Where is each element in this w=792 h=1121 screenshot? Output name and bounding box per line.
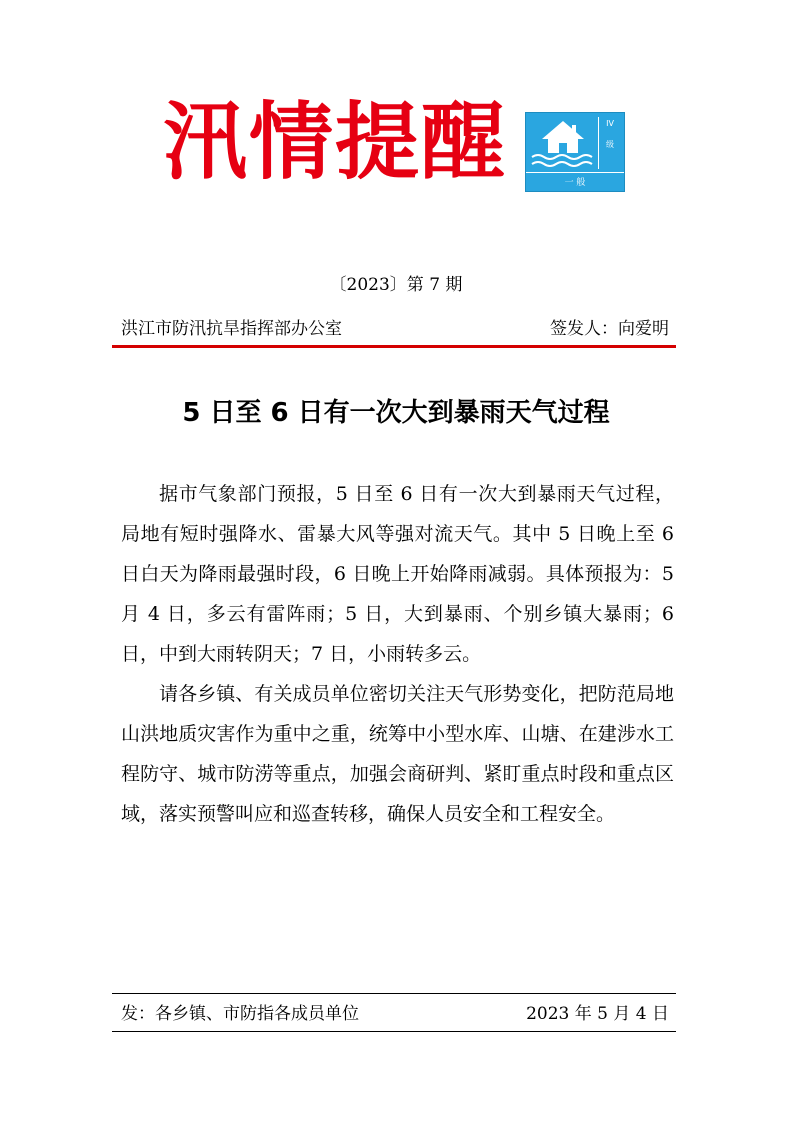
red-divider — [112, 345, 676, 348]
issuing-office: 洪江市防汛抗旱指挥部办公室 — [121, 319, 342, 339]
house-flood-icon — [530, 117, 596, 169]
grade-label: 一 般 — [526, 172, 624, 188]
footer-bottom-rule — [112, 1031, 676, 1032]
footer-top-rule — [112, 993, 676, 994]
distribution-line — [121, 999, 669, 1024]
issue-date: 2023 年 5 月 4 日 — [526, 1004, 669, 1024]
recipients: 发：各乡镇、市防指各成员单位 — [121, 1004, 359, 1024]
grade-roman: IV — [606, 119, 614, 128]
issuer-line — [121, 314, 669, 339]
signer: 签发人：向爱明 — [550, 319, 669, 339]
paragraph-instructions: 请各乡镇、有关成员单位密切关注天气形势变化，把防范局地山洪地质灾害作为重中之重，统筹中小型水库、山塘、在建涉水工程防守、城市防涝等重点，加强会商研判、紧盯重点时段和重点区域，落实预警叫应和巡查转移，确保人员安全和工程安全。 — [121, 683, 674, 825]
bulletin-masthead: 汛情提醒 — [163, 92, 508, 191]
warning-level-badge — [525, 112, 625, 192]
paragraph-forecast: 据市气象部门预报，5 日至 6 日有一次大到暴雨天气过程，局地有短时强降水、雷暴大风等强对流天气。其中 5 日晚上至 6 日白天为降雨最强时段，6 日晚上开始降雨减弱。具体预报为：5 月 4 日，多云有雷阵雨；5 日，大到暴雨、个别乡镇大暴雨；6 日，中到大雨转阴天；7 日，小雨转多云。 — [121, 483, 674, 665]
document-title: 5 日至 6 日有一次大到暴雨天气过程 — [182, 398, 610, 428]
grade-box — [598, 117, 621, 169]
issue-number: 〔2023〕第 7 期 — [329, 275, 463, 295]
grade-char: 级 — [606, 140, 614, 149]
document-body — [121, 474, 674, 834]
